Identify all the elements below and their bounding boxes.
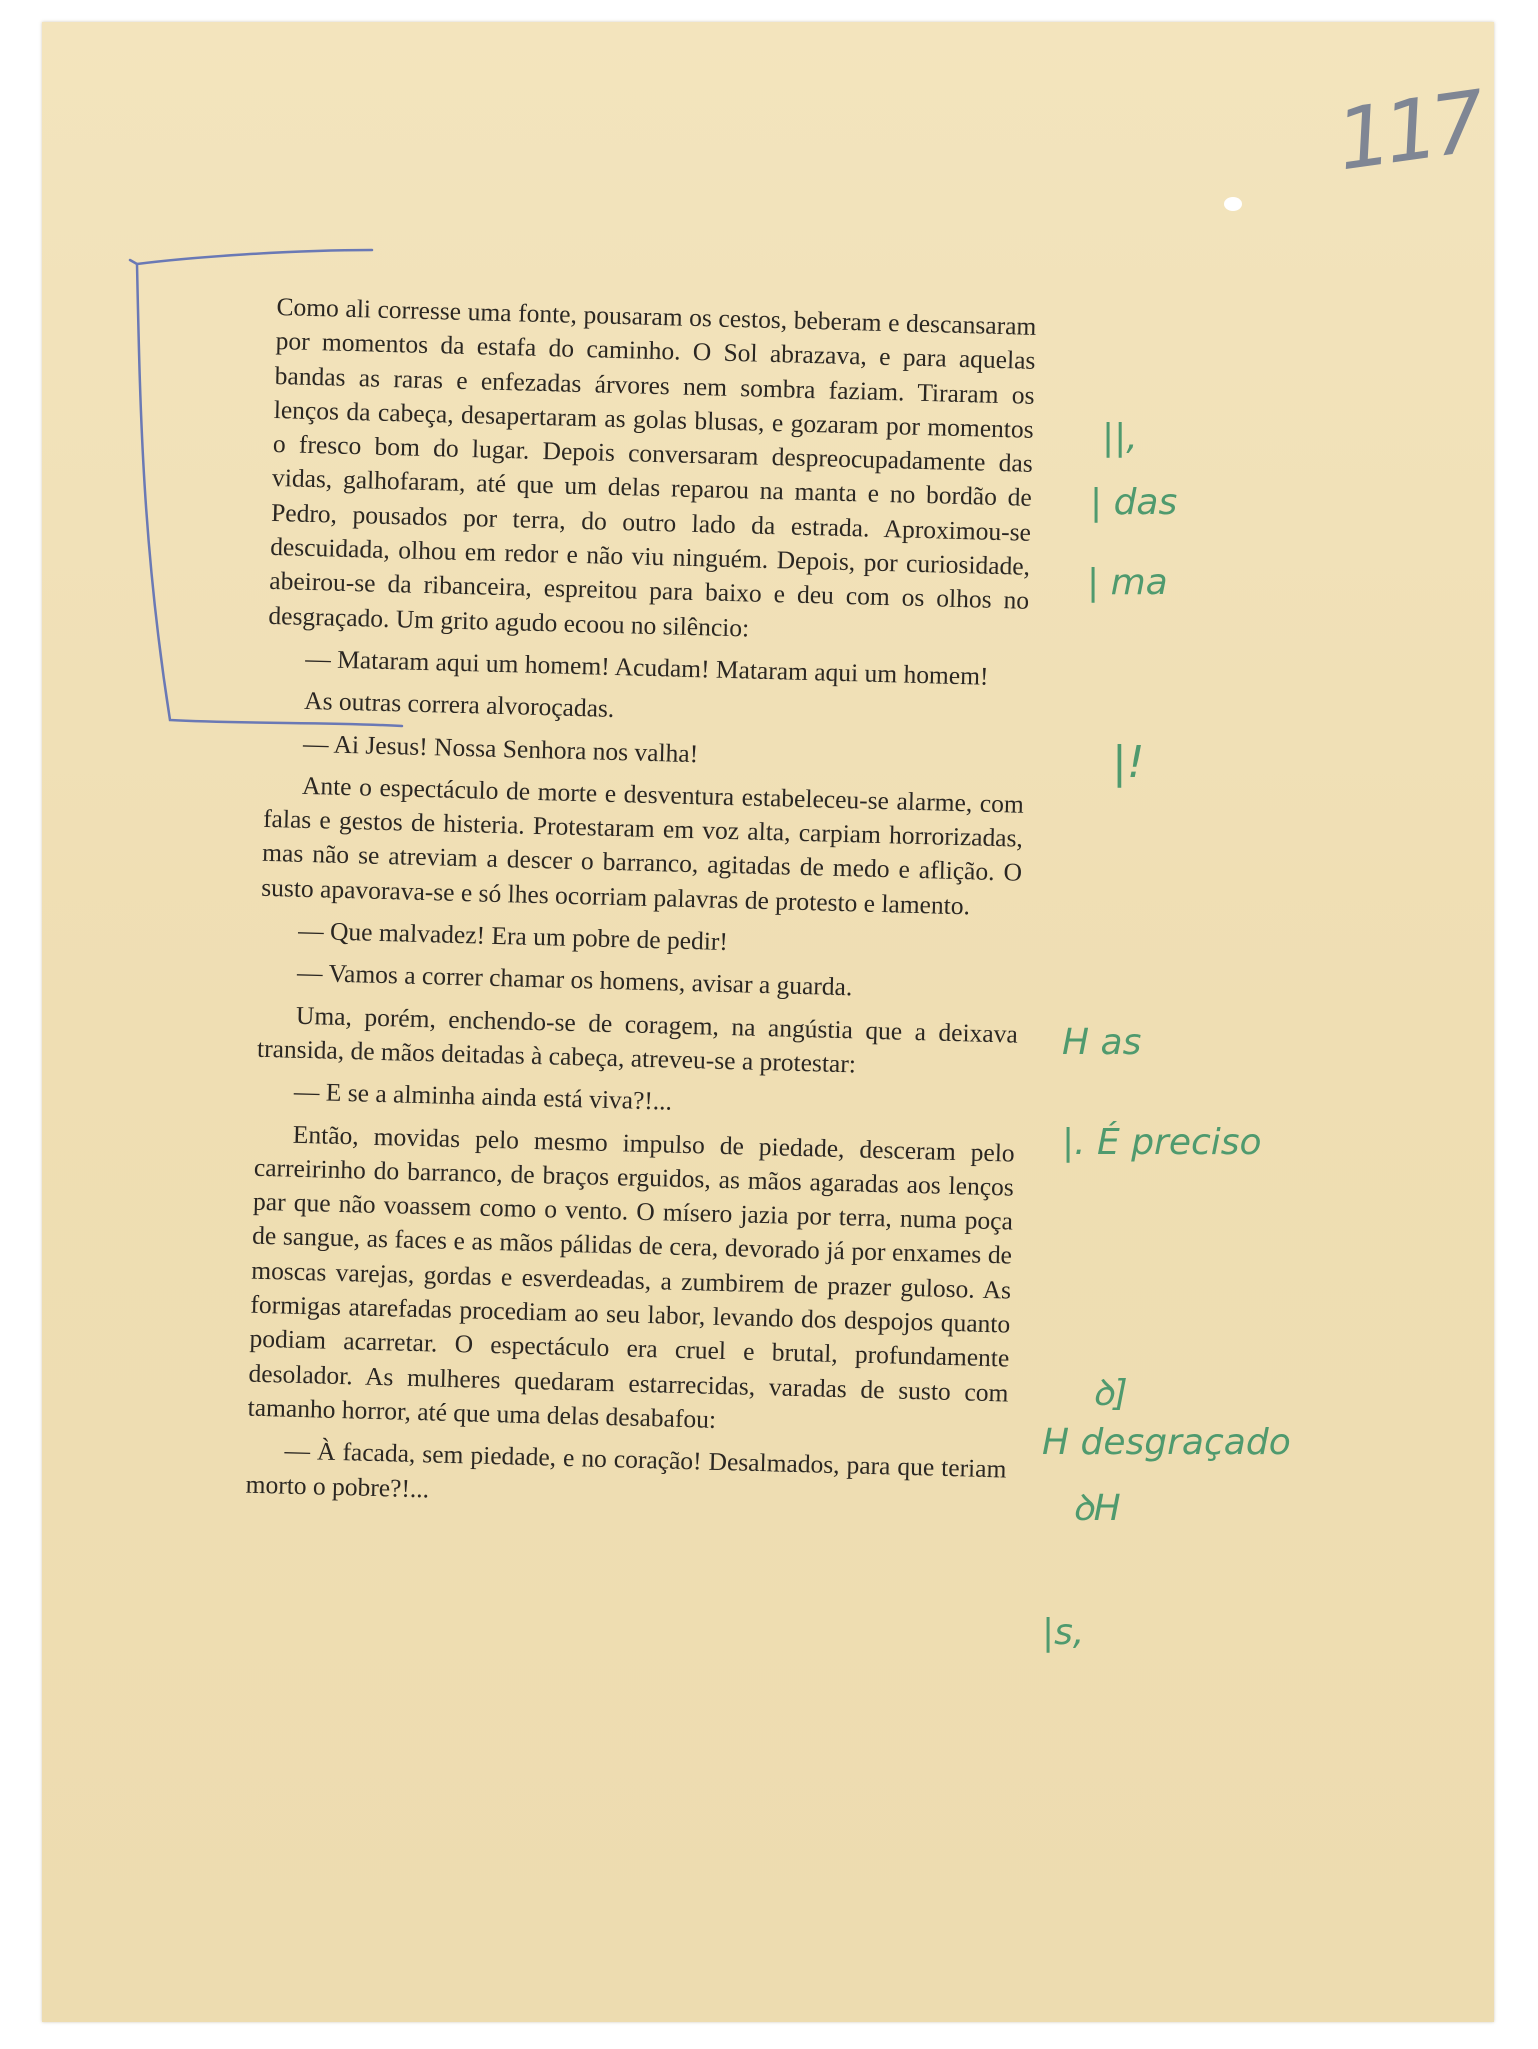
document-page: [42, 22, 1494, 2022]
page-number: 117: [1330, 72, 1486, 190]
margin-note: ||,: [1102, 417, 1138, 458]
typed-text-body: [245, 290, 1037, 1529]
paragraph: — E se a alminha ainda está viva?!...: [293, 1076, 673, 1116]
margin-note: | ma: [1087, 562, 1168, 603]
paragraph: — Vamos a correr chamar os homens, avisar a guarda.: [296, 958, 853, 1002]
margin-note: |. É preciso: [1062, 1122, 1262, 1163]
margin-note: ꝺH: [1072, 1488, 1121, 1529]
margin-note: H as: [1062, 1022, 1142, 1063]
paragraph: — Que malvadez! Era um pobre de pedir!: [297, 915, 729, 957]
paragraph: — Ai Jesus! Nossa Senhora nos valha!: [302, 728, 699, 768]
paragraph: — À facada, sem piedade, e no coração! Desalmados, para que teriam morto o pobre?!...: [245, 1435, 1007, 1503]
paragraph: — Mataram aqui um homem! Acudam! Mataram aqui um homem!: [304, 643, 989, 691]
paragraph: Ante o espectáculo de morte e desventura estabeleceu-se alarme, com falas e gestos de histeria. Protestaram em voz alta, carpiam horrorizadas, mas não se atreviam a descer o barranco, agitadas de medo e aflição. O susto apavorava-se e só lhes ocorriam palavras de protesto e lamento.: [260, 770, 1025, 921]
margin-note: | das: [1090, 482, 1178, 523]
margin-note: ꝺ]: [1092, 1373, 1128, 1414]
paragraph: Então, movidas pelo mesmo impulso de piedade, desceram pelo carreirinho do barranco, de braços erguidos, as mãos agaradas aos lenços par que não voassem como o vento. O mísero jazia por terra, numa poça de sangue, as faces e as mãos pálidas de cera, devorado já por enxames de moscas varejas, gordas e esverdeadas, a zumbirem de prazer guloso. As formigas atarefadas procediam ao seu labor, levando dos despojos quanto podiam acarretar. O espectáculo era cruel e brutal, profundamente desolador. As mulheres quedaram estarrecidas, varadas de susto com tamanho horror, até que uma delas desabafou:: [247, 1119, 1016, 1434]
margin-note: |s,: [1042, 1612, 1085, 1653]
paragraph: As outras correra alvoroçadas.: [303, 686, 615, 724]
margin-note: |!: [1112, 737, 1145, 788]
margin-note: H desgraçado: [1042, 1422, 1291, 1463]
paragraph: Uma, porém, enchendo-se de coragem, na angústia que a deixava transida, de mãos deitadas à cabeça, atreveu-se a protestar:: [256, 1000, 1019, 1079]
paragraph: Como ali corresse uma fonte, pousaram os cestos, beberam e descansaram por momentos da estafa do caminho. O Sol abrazava, e para aquelas bandas as raras e enfezadas árvores nem sombra faziam. Tiraram os lenços da cabeça, desapertaram as golas blusas, e gozaram por momentos o fresco bom do lugar. Depois conversaram despreocupadamente das vidas, galhofaram, até que um delas reparou na manta e no bordão de Pedro, pousados por terra, do outro lado da estrada. Aproximou-se descuidada, olhou em redor e não viu ninguém. Depois, por curiosidade, abeirou-se da ribanceira, espreitou para baixo e deu com os olhos no desgraçado. Um grito agudo ecoou no silêncio:: [268, 291, 1037, 643]
